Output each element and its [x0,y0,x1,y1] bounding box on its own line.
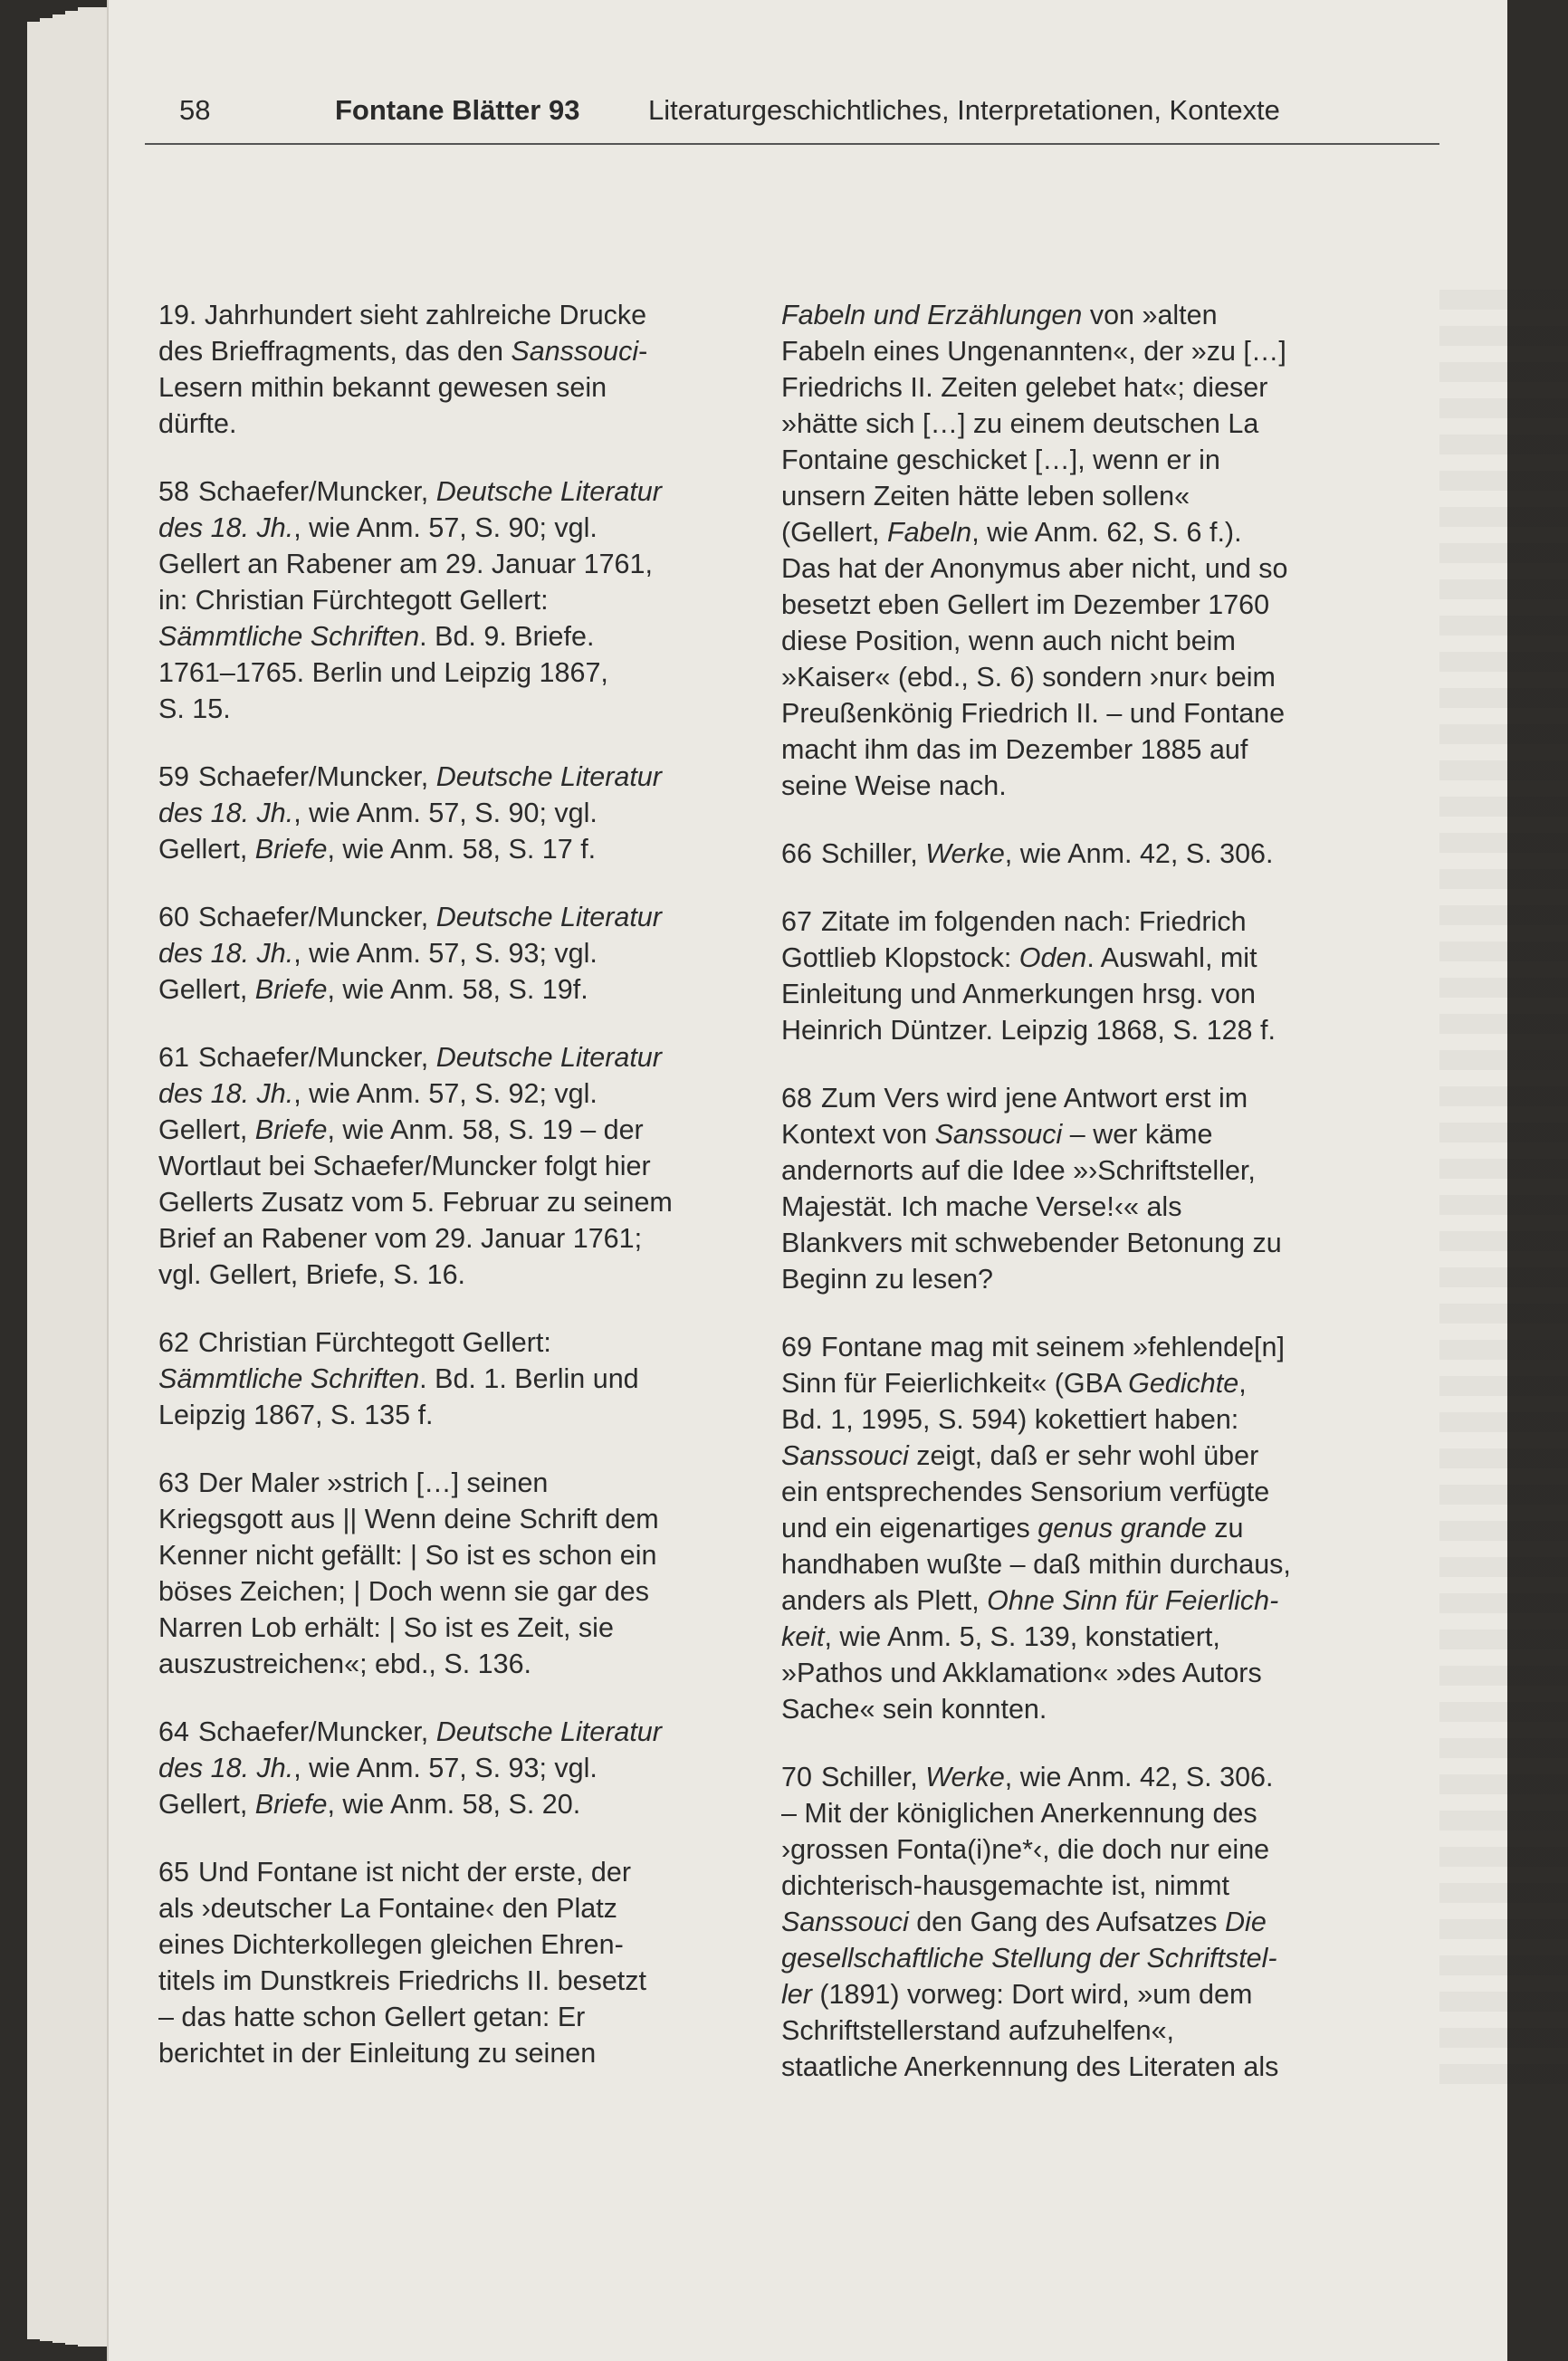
footnote-text: Zitate im folgenden nach: Friedrich Gottlieb Klopstock: Oden. Auswahl, mit Einleitung und Anmerkungen hrsg. von Heinrich Düntzer. Leipzig 1868, S. 128 f. [781,906,1276,1046]
footnote-text: Fontane mag mit seinem »fehlende[n] Sinn für Feierlichkeit« (GBA Gedichte, Bd. 1, 1995, S. 594) kokettiert haben: Sanssouci zeigt, daß er sehr wohl über ein entsprechendes Sensorium verfügte und ein eigenartiges genus grande zu handhaben wußte – daß mithin durchaus, anders als Plett, Ohne Sinn für Feierlich- keit, wie Anm. 5, S. 139, konstatiert, »Pathos und Akklamation« »des Autors Sache« sein konnten. [781,1332,1291,1725]
header-rule [145,143,1439,145]
bleed-through-shadow [1439,290,1568,2100]
footnote-text: Schiller, Werke, wie Anm. 42, S. 306. [820,838,1274,869]
footnote-text: Schaefer/Muncker, Deutsche Literatur des 18. Jh., wie Anm. 57, S. 93; vgl. Gellert, Briefe, wie Anm. 58, S. 19f. [158,902,662,1005]
footnote-number: 63 [158,1467,189,1498]
footnote-number: 66 [781,838,812,869]
footnote-text: Schaefer/Muncker, Deutsche Literatur des 18. Jh., wie Anm. 57, S. 92; vgl. Gellert, Briefe, wie Anm. 58, S. 19 – der Wortlaut bei Schaefer/Muncker folgt hier Gellerts Zusatz vom 5. Februar zu seinem Brief an Rabener vom 29. Januar 1761; vgl. Gellert, Briefe, S. 16. [158,1042,673,1290]
footnote-text: Und Fontane ist nicht der erste, der als ›deutscher La Fontaine‹ den Platz eines Dichterkollegen gleichen Ehren- titels im Dunstkreis Friedrichs II. besetzt – das hatte schon Gellert getan: Er berichtet in der Einleitung zu seinen [158,1857,646,2069]
footnote-number: 70 [781,1762,812,1792]
footnote-text: Schaefer/Muncker, Deutsche Literatur des 18. Jh., wie Anm. 57, S. 90; vgl. Gellert an Rabener am 29. Januar 1761, in: Christian Fürchtegott Gellert: Sämmtliche Schriften. Bd. 9. Briefe. 1761–1765. Berlin und Leipzig 1867, S. 15. [158,476,662,724]
journal-title: Fontane Blätter 93 [335,94,580,126]
footnote-65 [158,1854,756,2071]
footnote-number: 67 [781,906,812,937]
footnotes-right-column [781,297,1379,2117]
footnote-58 [158,473,756,727]
footnote-70 [781,1759,1379,2085]
running-header [179,91,1392,132]
footnote-text: Fabeln und Erzählungen von »alten Fabeln eines Ungenannten«, der »zu […] Friedrichs II. Zeiten gelebet hat«; dieser »hätte sich […] zu einem deutschen La Fontaine geschicket […], wenn er in unsern Zeiten hätte leben sollen« (Gellert, Fabeln, wie Anm. 62, S. 6 f.). Das hat der Anonymus aber nicht, und so besetzt eben Gellert im Dezember 1760 diese Position, wenn auch nicht beim »Kaiser« (ebd., S. 6) sondern ›nur‹ beim Preußenkönig Friedrich II. – und Fontane macht ihm das im Dezember 1885 auf seine Weise nach. [781,300,1288,801]
footnote-68 [781,1080,1379,1297]
footnote-text: Zum Vers wird jene Antwort erst im Kontext von Sanssouci – wer käme andernorts auf die Idee »›Schriftsteller, Majestät. Ich mache Verse!‹« als Blankvers mit schwebender Betonung zu Beginn zu lesen? [781,1083,1282,1295]
footnote-60 [158,899,756,1008]
footnote-number: 65 [158,1857,189,1888]
footnote-number: 61 [158,1042,189,1073]
footnote-61 [158,1039,756,1293]
footnote-number: 60 [158,902,189,932]
footnote-number: 59 [158,761,189,792]
page-number: 58 [179,94,211,126]
footnote-text: Schiller, Werke, wie Anm. 42, S. 306. – Mit der königlichen Anerkennung des ›grossen Fonta(i)ne*‹, die doch nur eine dichterisch-hausgemachte ist, nimmt Sanssouci den Gang des Aufsatzes Die gesellschaftliche Stellung der Schriftstel- ler (1891) vorweg: Dort wird, »um dem Schriftstellerstand aufzuhelfen«, staatliche Anerkennung des Literaten als [781,1762,1279,2082]
footnote-number: 69 [781,1332,812,1362]
section-title: Literaturgeschichtliches, Interpretationen, Kontexte [648,94,1280,126]
footnote-number: 58 [158,476,189,507]
footnote-63 [158,1465,756,1682]
footnote-67 [781,903,1379,1048]
footnote-text: Der Maler »strich […] seinen Kriegsgott aus || Wenn deine Schrift dem Kenner nicht gefällt: | So ist es schon ein böses Zeichen; | Doch wenn sie gar des Narren Lob erhält: | So ist es Zeit, sie auszustreichen«; ebd., S. 136. [158,1467,659,1679]
footnotes-left-column [158,297,756,2103]
footnote-text: Schaefer/Muncker, Deutsche Literatur des 18. Jh., wie Anm. 57, S. 93; vgl. Gellert, Briefe, wie Anm. 58, S. 20. [158,1716,662,1820]
footnote-continuation [781,297,1379,804]
footnote-text: Schaefer/Muncker, Deutsche Literatur des 18. Jh., wie Anm. 57, S. 90; vgl. Gellert, Briefe, wie Anm. 58, S. 17 f. [158,761,662,865]
footnote-59 [158,759,756,867]
footnote-62 [158,1324,756,1433]
footnote-text: Christian Fürchtegott Gellert: Sämmtliche Schriften. Bd. 1. Berlin und Leipzig 1867, S. 135 f. [158,1327,639,1430]
footnote-number: 64 [158,1716,189,1747]
footnote-66 [781,836,1379,872]
footnote-text: 19. Jahrhundert sieht zahlreiche Drucke des Brieffragments, das den Sanssouci- Lesern mithin bekannt gewesen sein dürfte. [158,300,648,439]
footnote-continuation [158,297,756,442]
footnote-64 [158,1714,756,1822]
footnote-number: 62 [158,1327,189,1358]
footnote-number: 68 [781,1083,812,1114]
footnote-69 [781,1329,1379,1727]
